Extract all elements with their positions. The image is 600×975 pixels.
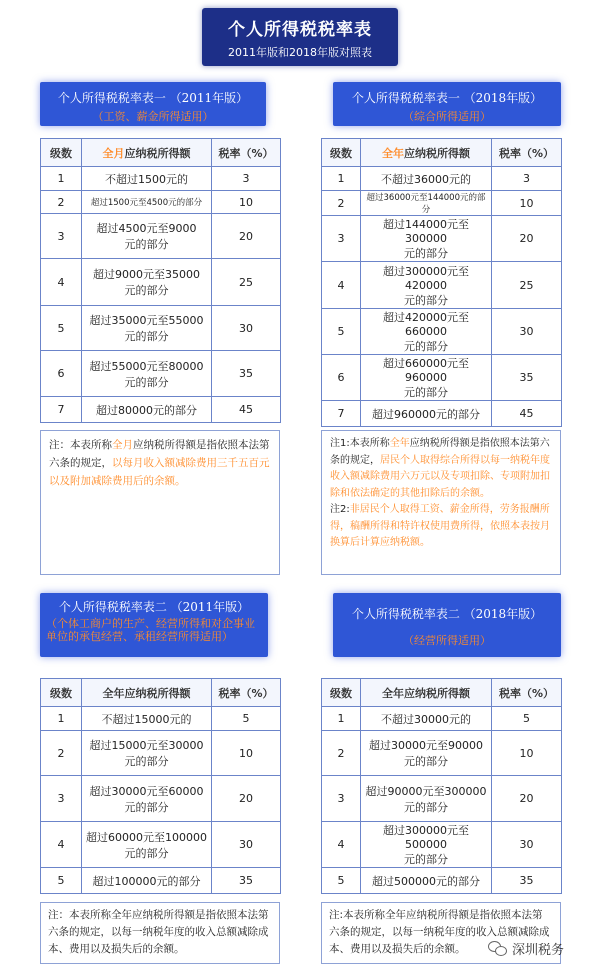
rate-cell: 25: [492, 262, 562, 309]
range-cell: [361, 216, 492, 262]
rate-cell: 30: [492, 822, 562, 868]
range-line2: 元的部分: [124, 755, 169, 768]
table-row: [41, 731, 281, 776]
range-cell: [82, 351, 212, 397]
range-cell: [82, 776, 212, 822]
table-header-row: [41, 679, 281, 707]
range-cell: [82, 259, 212, 306]
rate-cell: 20: [212, 776, 281, 822]
grade-cell: 2: [322, 191, 361, 216]
range-cell: [361, 309, 492, 355]
banner-title: 个人所得税税率表二 （2011年版）: [58, 600, 250, 614]
range-line2: 元的部分: [124, 846, 169, 860]
table-row: [322, 216, 562, 262]
grade-header: 级数: [322, 679, 361, 707]
grade-cell: 4: [322, 822, 361, 868]
table-row: [322, 309, 562, 355]
table-row: [41, 776, 281, 822]
range-cell: 不超过36000元的: [361, 167, 492, 191]
table-row: [322, 262, 562, 309]
income-header-rest: 应纳税所得额: [124, 146, 191, 160]
grade-cell: 5: [322, 868, 361, 894]
range-cell: 不超过1500元的: [82, 167, 212, 191]
income-header-hl: 全月: [102, 146, 125, 160]
rate-cell: 3: [212, 167, 281, 191]
banner-subtitle: （个体工商户的生产、经营所得和对企事业单位的承包经营、承租经营所得适用）: [46, 617, 255, 643]
rate-cell: 10: [492, 731, 562, 776]
grade-cell: 2: [41, 731, 82, 776]
note-highlight: 以每月收入额减除费用三千五百元以及附加减除费用后的余额。: [49, 457, 270, 487]
table-row: [41, 214, 281, 259]
range-line2: 元的部分: [404, 386, 448, 399]
range-cell: 超过36000元至144000元的部分: [361, 191, 492, 216]
banner-table2-2011: [40, 593, 268, 657]
range-line1: 超过30000元至90000: [369, 739, 483, 752]
rate-header: 税率（%）: [212, 679, 281, 707]
range-cell: [361, 355, 492, 401]
rate-cell: 10: [492, 191, 562, 216]
banner-title: 个人所得税税率表一 （2018年版）: [351, 91, 543, 105]
range-line1: 超过55000元至80000: [89, 359, 204, 373]
grade-cell: 5: [322, 309, 361, 355]
watermark-text: 深圳税务: [512, 942, 565, 958]
range-line2: 元的部分: [404, 293, 448, 307]
watermark: [488, 935, 600, 961]
table1-2018: [321, 138, 562, 427]
rate-cell: 10: [212, 731, 281, 776]
range-line1: 超过660000元至960000: [383, 357, 469, 384]
grade-header: 级数: [41, 139, 82, 167]
table1-2011: [40, 138, 281, 423]
income-header: 全年应纳税所得额: [361, 679, 492, 707]
grade-cell: 6: [322, 355, 361, 401]
note-highlight: 全年: [389, 438, 410, 449]
table-row: [322, 167, 562, 191]
note-text: 注2:: [330, 504, 350, 515]
range-cell: 超过1500元至4500元的部分: [82, 191, 212, 214]
rate-cell: 30: [492, 309, 562, 355]
range-line2: 元的部分: [404, 247, 448, 260]
grade-cell: 1: [41, 707, 82, 731]
banner-subtitle: （综合所得适用）: [403, 110, 491, 123]
table-row: [322, 731, 562, 776]
grade-cell: 3: [322, 776, 361, 822]
rate-cell: 20: [492, 216, 562, 262]
range-cell: [82, 214, 212, 259]
table-row: [41, 351, 281, 397]
grade-cell: 7: [41, 397, 82, 423]
grade-cell: 1: [322, 167, 361, 191]
note-text: 注:本表所称全年应纳税所得额是指依照本法第六条的规定，以每一纳税年度的收入总额减除成本、费用以及损失后的余额。: [329, 909, 550, 955]
note-text: 应纳税所得额是指依照本法第六条的规定，: [330, 438, 550, 466]
rate-cell: 5: [492, 707, 562, 731]
table-row: [41, 397, 281, 423]
grade-header: 级数: [322, 139, 361, 167]
range-line2: 元的部分: [124, 284, 169, 297]
income-header: [361, 139, 492, 167]
grade-cell: 1: [41, 167, 82, 191]
rate-cell: 35: [492, 355, 562, 401]
banner-subtitle: （工资、薪金所得适用）: [92, 110, 214, 123]
rate-cell: 5: [212, 707, 281, 731]
banner-table1-2011: [40, 82, 266, 126]
rate-cell: 35: [212, 351, 281, 397]
table-row: [322, 707, 562, 731]
grade-cell: 3: [41, 214, 82, 259]
table2-2011: [40, 678, 281, 894]
range-line2: 元的部分: [404, 755, 448, 768]
grade-cell: 4: [41, 822, 82, 868]
range-line1: 超过9000元至35000: [93, 268, 200, 281]
range-cell: [82, 822, 212, 868]
grade-cell: 7: [322, 401, 361, 427]
table-row: [322, 401, 562, 427]
grade-cell: 5: [41, 306, 82, 351]
rate-header: 税率（%）: [212, 139, 281, 167]
range-line2: 元的部分: [124, 375, 169, 389]
range-line1: 超过4500元至9000: [96, 222, 197, 235]
rate-cell: 20: [212, 214, 281, 259]
range-cell: [361, 822, 492, 868]
grade-cell: 4: [41, 259, 82, 306]
income-header: [82, 139, 212, 167]
range-line1: 超过420000元至660000: [383, 311, 469, 338]
income-header-hl: 全年: [382, 146, 404, 160]
table-row: [41, 868, 281, 894]
range-line2: 元的部分: [124, 238, 169, 251]
range-cell: [82, 731, 212, 776]
rate-cell: 10: [212, 191, 281, 214]
table-row: [41, 167, 281, 191]
range-line1: 超过90000元至300000: [365, 784, 487, 798]
range-line2: 元的部分: [124, 800, 169, 814]
note-text: 注：本表所称: [49, 439, 112, 451]
page-subtitle: 2011年版和2018年版对照表: [228, 46, 372, 59]
range-cell: 不超过15000元的: [82, 707, 212, 731]
range-cell: 超过960000元的部分: [361, 401, 492, 427]
table-row: [41, 191, 281, 214]
table-header-row: [322, 679, 562, 707]
rate-header: 税率（%）: [492, 139, 562, 167]
rate-cell: 35: [492, 868, 562, 894]
note-text: 注：本表所称全年应纳税所得额是指依照本法第六条的规定，以每一纳税年度的收入总额减除成本、费用以及损失后的余额。: [48, 909, 269, 955]
table-header-row: [322, 139, 562, 167]
table-row: [322, 822, 562, 868]
page-title: 个人所得税税率表: [228, 20, 372, 40]
rate-cell: 3: [492, 167, 562, 191]
rate-cell: 20: [492, 776, 562, 822]
grade-cell: 3: [322, 216, 361, 262]
page-title-block: [202, 8, 398, 66]
range-line2: 元的部分: [404, 340, 448, 353]
rate-cell: 30: [212, 822, 281, 868]
banner-table2-2018: [333, 593, 561, 657]
rate-header: 税率（%）: [492, 679, 562, 707]
banner-subtitle: （经营所得适用）: [403, 634, 491, 647]
rate-cell: 35: [212, 868, 281, 894]
range-cell: [82, 306, 212, 351]
range-line1: 超过300000元至500000: [383, 824, 469, 851]
range-line2: 元的部分: [404, 800, 448, 814]
grade-cell: 3: [41, 776, 82, 822]
note-table1-2011: [40, 430, 280, 575]
grade-header: 级数: [41, 679, 82, 707]
range-cell: [361, 776, 492, 822]
table-row: [322, 776, 562, 822]
table-row: [322, 191, 562, 216]
rate-cell: 25: [212, 259, 281, 306]
note-highlight: 非居民个人取得工资、薪金所得，劳务报酬所得，稿酬所得和特许权使用费所得，依照本表按月换算后计算应纳税额。: [330, 504, 550, 548]
range-cell: 不超过30000元的: [361, 707, 492, 731]
range-line1: 超过144000元至300000: [383, 218, 469, 245]
table-row: [322, 355, 562, 401]
range-cell: [361, 731, 492, 776]
grade-cell: 4: [322, 262, 361, 309]
note-text: 应纳税所得额是指依照本法第六条的规定，: [49, 439, 270, 469]
rate-cell: 45: [212, 397, 281, 423]
grade-cell: 1: [322, 707, 361, 731]
grade-cell: 5: [41, 868, 82, 894]
table-row: [41, 259, 281, 306]
range-line1: 超过15000元至30000: [89, 739, 204, 752]
table-row: [41, 306, 281, 351]
table-row: [41, 822, 281, 868]
income-header-rest: 应纳税所得额: [404, 146, 470, 160]
range-cell: 超过80000元的部分: [82, 397, 212, 423]
note-text: 注1:本表所称: [330, 438, 390, 449]
range-line1: 超过300000元至420000: [383, 264, 469, 292]
grade-cell: 6: [41, 351, 82, 397]
range-line1: 超过35000元至55000: [89, 314, 204, 327]
range-cell: 超过500000元的部分: [361, 868, 492, 894]
note-table1-2018: [321, 430, 561, 575]
note-highlight: 全月: [112, 439, 133, 451]
income-header: 全年应纳税所得额: [82, 679, 212, 707]
banner-title: 个人所得税税率表二 （2018年版）: [351, 607, 543, 621]
range-line2: 元的部分: [404, 853, 448, 866]
banner-title: 个人所得税税率表一 （2011年版）: [57, 91, 249, 105]
table-row: [322, 868, 562, 894]
wechat-icon: [488, 940, 508, 956]
range-line1: 超过30000元至60000: [89, 784, 204, 798]
grade-cell: 2: [41, 191, 82, 214]
grade-cell: 2: [322, 731, 361, 776]
range-line2: 元的部分: [124, 330, 169, 343]
table-row: [41, 707, 281, 731]
table2-2018: [321, 678, 562, 894]
range-line1: 超过60000元至100000: [86, 830, 207, 844]
note-highlight: 居民个人取得综合所得以每一纳税年度收入额减除费用六万元以及专项扣除、专项附加扣除和依法确定的其他扣除后的余额。: [330, 454, 550, 499]
rate-cell: 30: [212, 306, 281, 351]
note-table2-2011: [40, 902, 280, 964]
banner-table1-2018: [333, 82, 561, 126]
table-header-row: [41, 139, 281, 167]
range-cell: [361, 262, 492, 309]
rate-cell: 45: [492, 401, 562, 427]
range-cell: 超过100000元的部分: [82, 868, 212, 894]
